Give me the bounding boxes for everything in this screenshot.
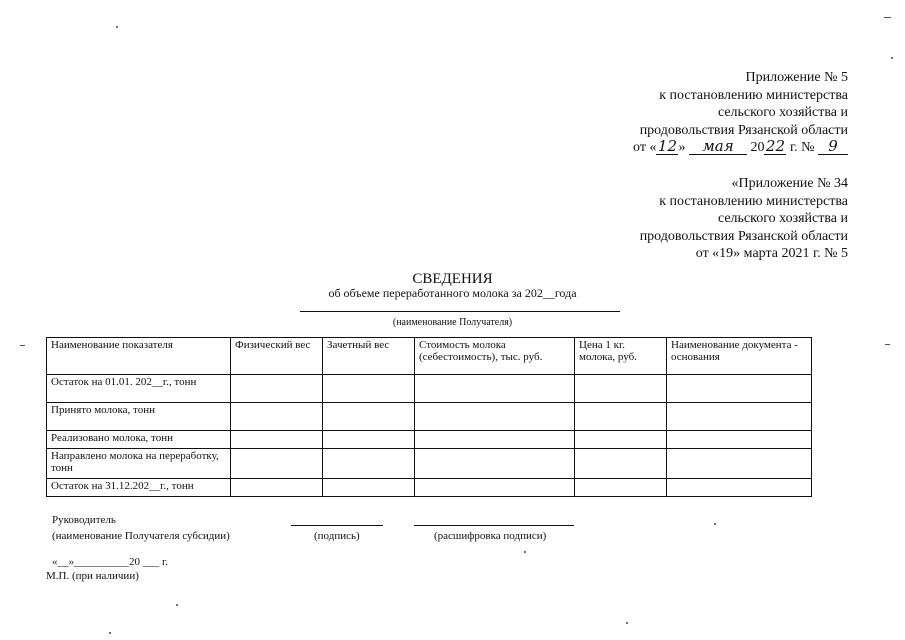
scan-mark: [885, 344, 890, 345]
document-title: СВЕДЕНИЯ: [412, 271, 493, 287]
scan-dot: [176, 604, 178, 606]
row-label: Принято молока, тонн: [47, 403, 231, 431]
appendix-34-block: [640, 175, 848, 263]
appendix-34-line2: к постановлению министерства: [659, 193, 848, 209]
header-basis-document: Наименование документа - основания: [667, 338, 812, 375]
table-row: [47, 403, 812, 431]
scan-mark: [20, 345, 25, 346]
signature-decode-line: [414, 525, 574, 526]
scan-dot: [626, 622, 628, 624]
appendix-5-title: Приложение № 5: [745, 70, 848, 85]
row-label: Остаток на 31.12.202__г., тонн: [47, 479, 231, 497]
date-mid: »: [678, 140, 686, 155]
table-row: [47, 431, 812, 449]
signature-date-line: «__»__________20 ___ г.: [52, 556, 169, 568]
row-label: Реализовано молока, тонн: [47, 431, 231, 449]
number-handwritten: 9: [818, 139, 848, 155]
scan-dot: [524, 551, 526, 553]
signature-role-caption: (наименование Получателя субсидии): [52, 530, 230, 542]
appendix-34-line3: сельского хозяйства и: [717, 211, 848, 226]
signature-caption: (подпись): [314, 530, 360, 542]
appendix-5-line2: к постановлению министерства: [659, 87, 848, 103]
appendix-5-line3: сельского хозяйства и: [717, 105, 848, 120]
header-price-per-kg: Цена 1 кг. молока, руб.: [575, 338, 667, 375]
signature-decode-caption: (расшифровка подписи): [434, 530, 547, 542]
appendix-5-line4: продовольствия Рязанской области: [639, 122, 848, 138]
header-indicator: Наименование показателя: [47, 338, 231, 375]
date-month-handwritten: мая: [689, 139, 747, 155]
table-header-row: [47, 338, 812, 375]
table-row: [47, 479, 812, 497]
scan-dot: [109, 632, 111, 634]
date-day-handwritten: 12: [657, 137, 678, 155]
date-prefix: от «: [633, 140, 657, 155]
recipient-caption: (наименование Получателя): [392, 317, 513, 328]
appendix-5-block: [633, 69, 848, 157]
signature-line: [291, 525, 383, 526]
year-suffix-handwritten: 22: [765, 137, 786, 155]
appendix-5-date-line: [633, 139, 848, 157]
row-label: Остаток на 01.01. 202__г., тонн: [47, 375, 231, 403]
header-physical-weight: Физический вес: [231, 338, 323, 375]
header-milk-cost: Стоимость молока (себестоимость), тыс. руб.: [415, 338, 575, 375]
data-table: [46, 337, 812, 497]
scan-dot: [891, 57, 893, 59]
document-subtitle: об объеме переработанного молока за 202__года: [328, 286, 577, 300]
header-credit-weight: Зачетный вес: [323, 338, 415, 375]
scan-mark: [884, 17, 891, 18]
row-label: Направлено молока на переработку, тонн: [47, 449, 231, 479]
seal-caption: М.П. (при наличии): [46, 570, 139, 582]
table-row: [47, 449, 812, 479]
scan-dot: [714, 523, 716, 525]
appendix-34-line4: продовольствия Рязанской области: [639, 228, 848, 244]
signature-role: Руководитель: [52, 514, 116, 526]
number-prefix: г. №: [789, 140, 815, 155]
year-prefix: 20: [750, 140, 765, 155]
scan-dot: [116, 26, 118, 28]
table-row: [47, 375, 812, 403]
appendix-34-date-line: от «19» марта 2021 г. № 5: [695, 246, 848, 261]
recipient-name-line: [300, 311, 620, 312]
appendix-34-title: «Приложение № 34: [731, 176, 848, 191]
